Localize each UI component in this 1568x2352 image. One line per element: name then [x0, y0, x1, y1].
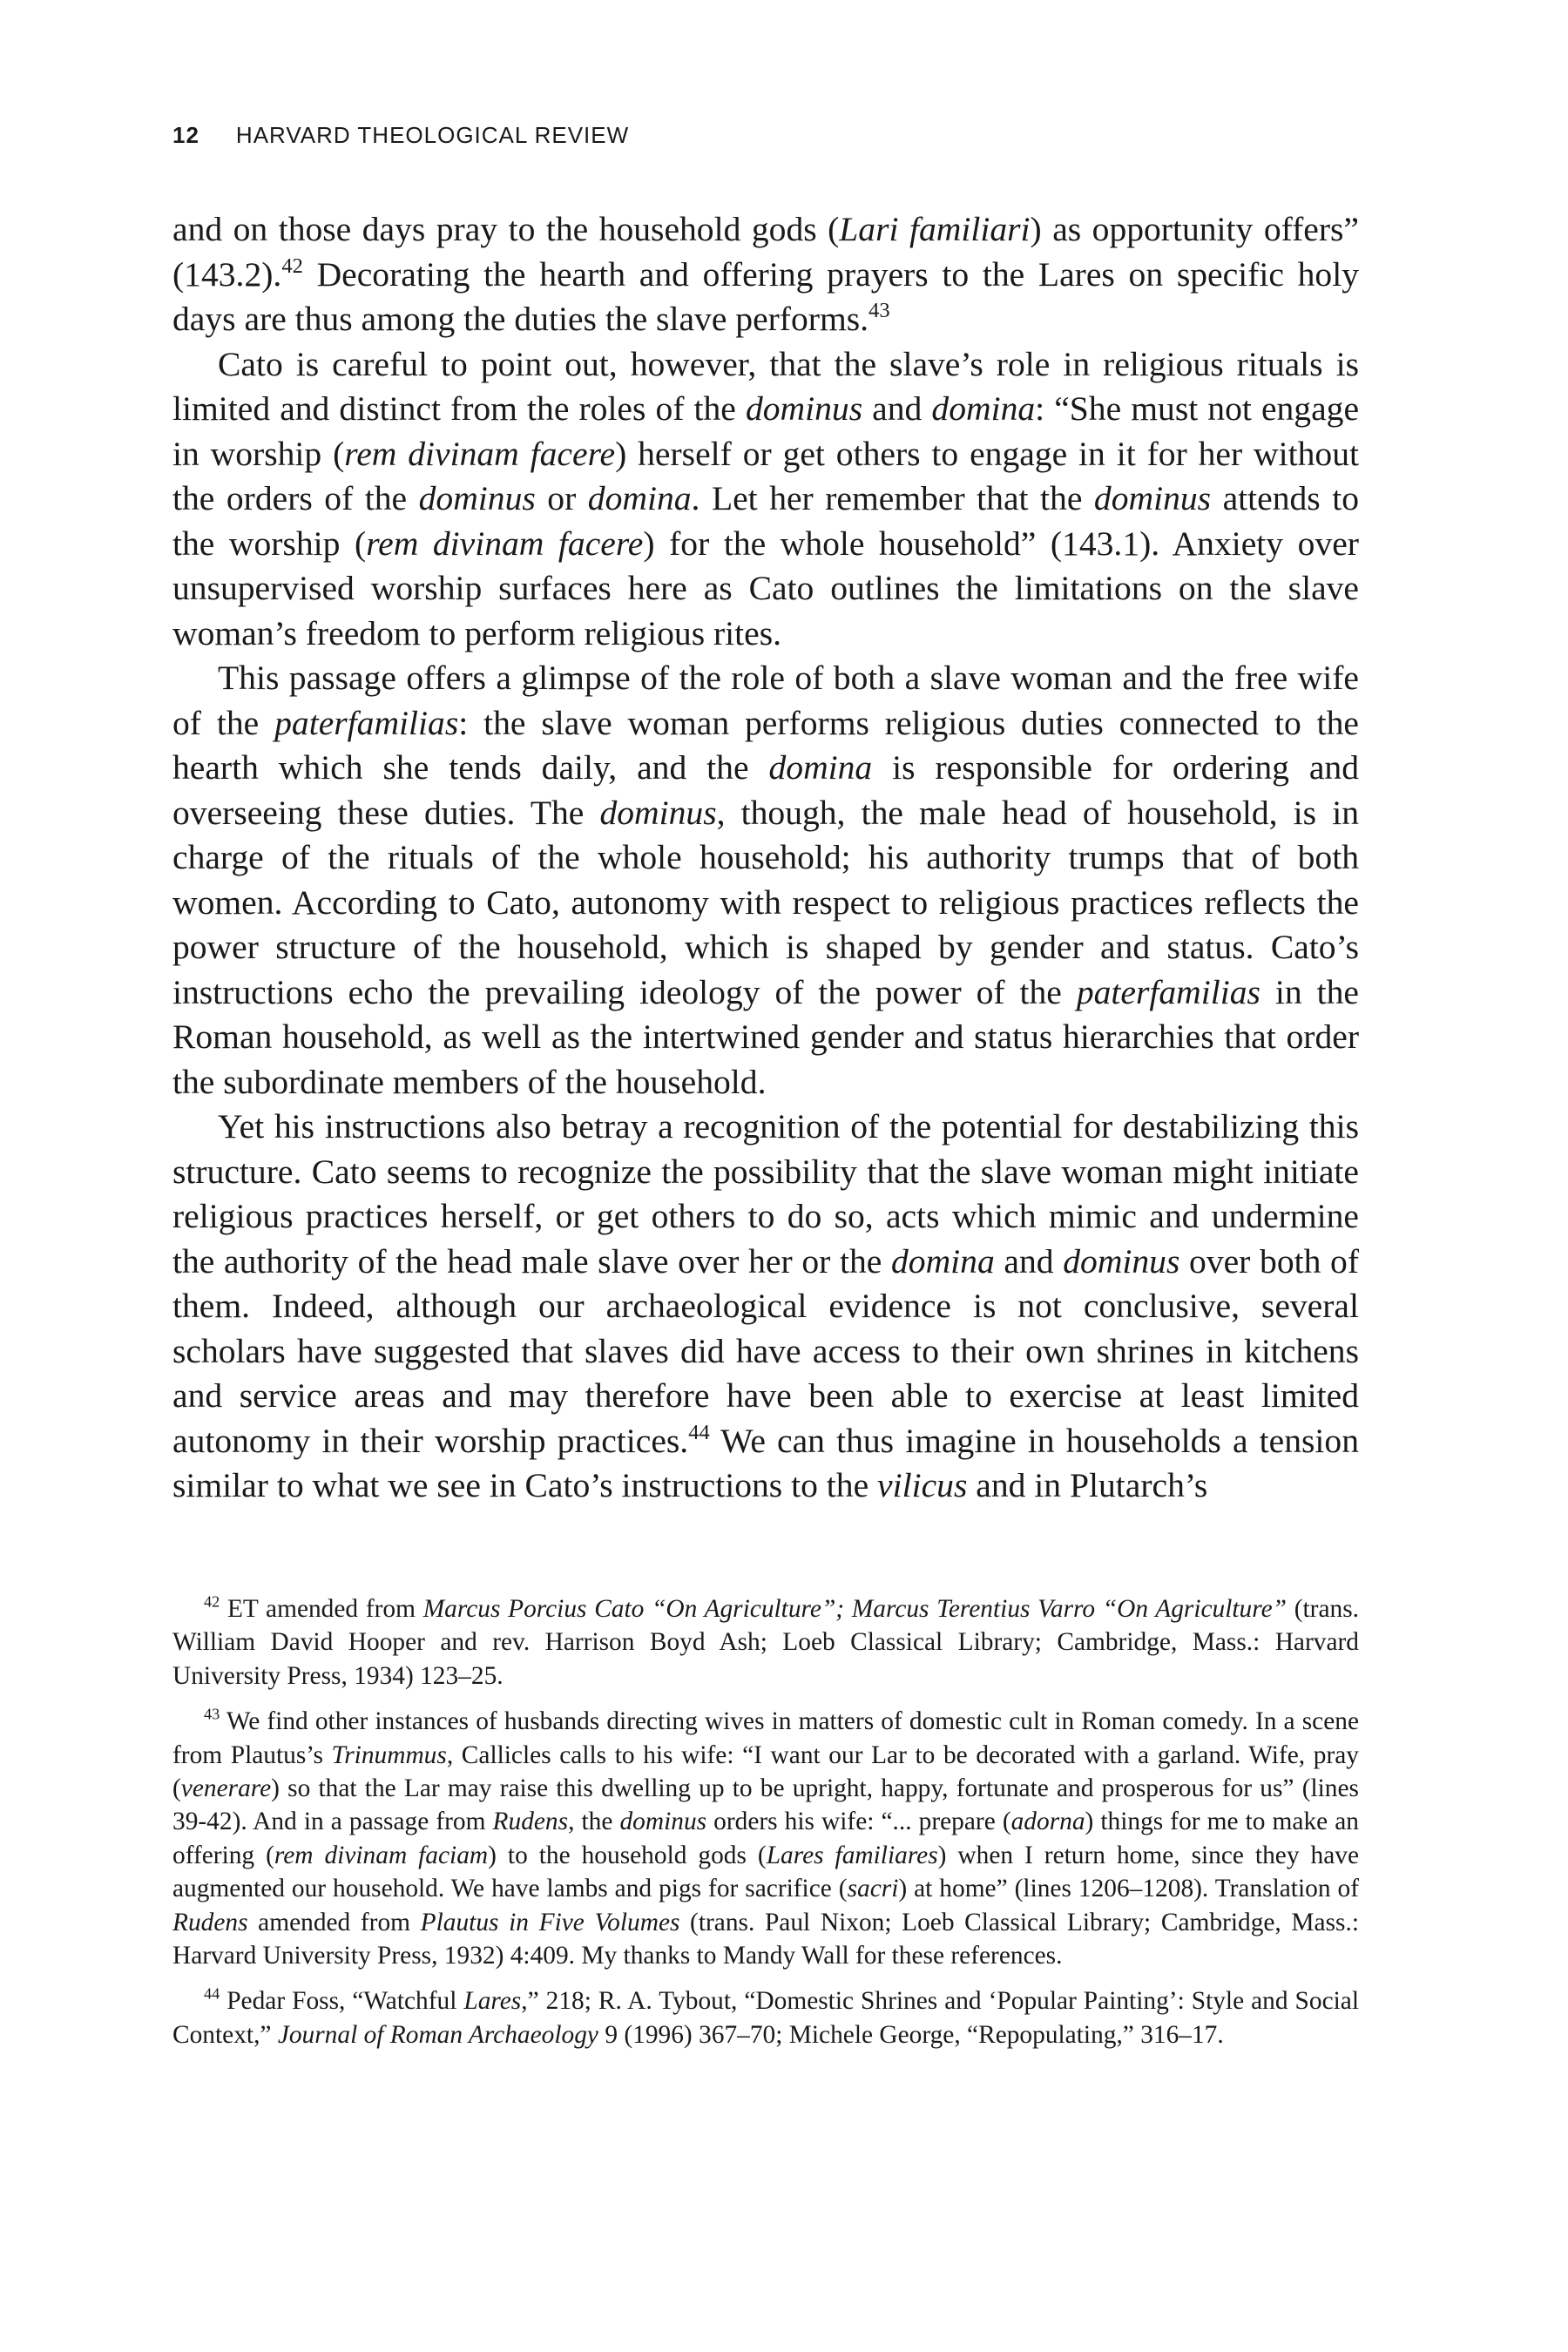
- paragraph-1: and on those days pray to the household gods (Lari familiari) as opportunity offers” (143.2).$^{42}$ Decorating the hearth and offering prayers to the Lares on specific holy days are thus among the duties the slave performs.$^{43}$: [172, 210, 1359, 338]
- footnote-number: 44: [204, 1985, 220, 2004]
- paragraph-3: This passage offers a glimpse of the role of both a slave woman and the free wife of the paterfamilias: the slave woman performs religious duties connected to the hearth which she tends daily, and the domina is responsible for ordering and overseeing these duties. The dominus, though, the male head of household, is in charge of the rituals of the whole household; his authority trumps that of both women. According to Cato, autonomy with respect to religious practices reflects the power structure of the household, which is shaped by gender and status. Cato’s instructions echo the prevailing ideology of the power of the paterfamilias in the Roman household, as well as the intertwined gender and status hierarchies that order the subordinate members of the household.: [172, 659, 1359, 1101]
- paragraph-4: Yet his instructions also betray a recognition of the potential for destabilizing this structure. Cato seems to recognize the possibility that the slave woman might initiate religious practices herself, or get others to do so, acts which mimic and undermine the authority of the head male slave over her or the domina and dominus over both of them. Indeed, although our archaeological evidence is not conclusive, several scholars have suggested that slaves did have access to their own shrines in kitchens and service areas and may therefore have been able to exercise at least limited autonomy in their worship practices.$^{44}$ We can thus imagine in households a tension similar to what we see in Cato’s instructions to the vilicus and in Plutarch’s: [172, 1107, 1360, 1504]
- footnote-43: $^{43}$ We find other instances of husbands directing wives in matters of domestic cult in Roman comedy. In a scene from Plautus’s Trinummus, Callicles calls to his wife: “I want our Lar to be decorated with a garland. Wife, pray (venerare) so that the Lar may raise this dwelling up to be upright, happy, fortunate and prosperous for us” (lines 39-42). And in a passage from Rudens, the dominus orders his wife: “... prepare (adorna) things for me to make an offering (rem divinam faciam) to the household gods (Lares familiares) when I return home, since they have augmented our household. We have lambs and pigs for sacrifice (sacri) at home” (lines 1206–1208). Translation of Rudens amended from Plautus in Five Volumes (trans. Paul Nixon; Loeb Classical Library; Cambridge, Mass.: Harvard University Press, 1932) 4:409. My thanks to Mandy Wall for these references.: [172, 1705, 1359, 1970]
- footnote-ref-44[interactable]: 44: [688, 1420, 710, 1444]
- footnote-number: 42: [204, 1592, 220, 1611]
- main-text: [172, 207, 1359, 1509]
- footnote-42: $^{42}$ ET amended from Marcus Porcius Cato “On Agriculture”; Marcus Terentius Varro “On Agriculture” (trans. William David Hooper and rev. Harrison Boyd Ash; Loeb Classical Library; Cambridge, Mass.: Harvard University Press, 1934) 123–25.: [172, 1592, 1359, 1690]
- footnote-number: 43: [204, 1705, 220, 1723]
- footnote-44: $^{44}$ Pedar Foss, “Watchful Lares,” 218; R. A. Tybout, “Domestic Shrines and ‘Popular Painting’: Style and Social Context,” Journal of Roman Archaeology 9 (1996) 367–70; Michele George, “Repopulating,” 316–17.: [172, 1985, 1359, 2049]
- running-header: [172, 122, 629, 149]
- journal-title: HARVARD THEOLOGICAL REVIEW: [235, 122, 630, 148]
- paragraph-2: Cato is careful to point out, however, that the slave’s role in religious rituals is limited and distinct from the roles of the dominus and domina: “She must not engage in worship (rem divinam facere) herself or get others to engage in it for her without the orders of the dominus or domina. Let her remember that the dominus attends to the worship (rem divinam facere) for the whole household” (143.1). Anxiety over unsupervised worship surfaces here as Cato outlines the limitations on the slave woman’s freedom to perform religious rites.: [172, 344, 1360, 652]
- footnote-ref-43[interactable]: 43: [868, 298, 890, 322]
- page-number: 12: [172, 122, 199, 148]
- footnote-ref-42[interactable]: 42: [281, 253, 303, 278]
- footnotes: [172, 1592, 1359, 2064]
